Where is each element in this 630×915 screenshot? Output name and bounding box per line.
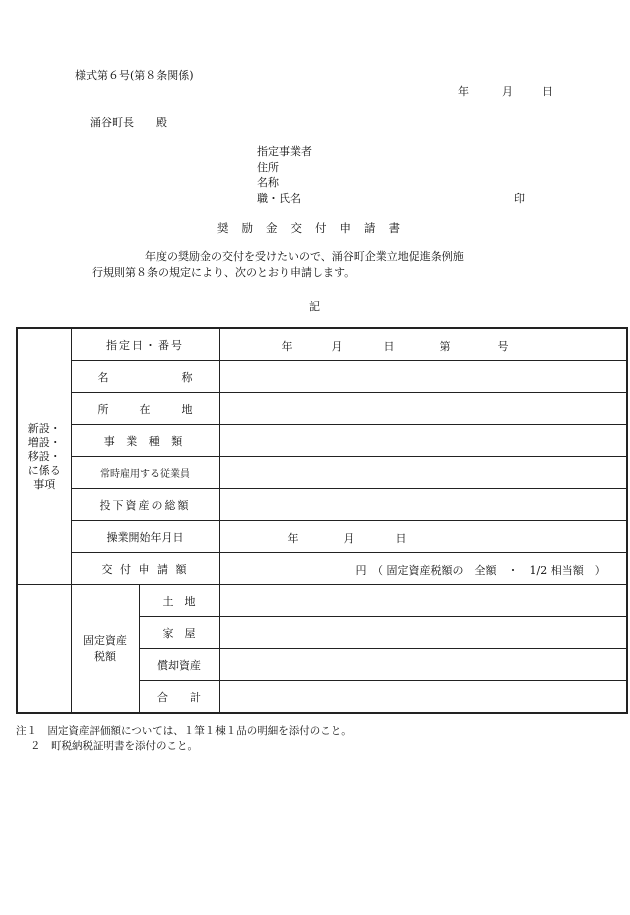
date-day-label: 日 xyxy=(542,85,553,98)
addressee: 涌谷町長 殿 xyxy=(90,116,167,129)
document-title: 奨励金交付申請書 xyxy=(217,221,413,235)
fixed-asset-spacer xyxy=(17,585,71,714)
body-line-2: 行規則第８条の規定により、次のとおり申請します。 xyxy=(92,266,356,279)
note-1: 注１ 固定資産評価額については、１筆１棟１品の明細を添付のこと。 xyxy=(16,725,352,737)
application-date xyxy=(458,83,553,99)
investment-label: 投下資産の総額 xyxy=(71,489,219,521)
applicant-block xyxy=(257,144,312,206)
applicant-address-label: 住所 xyxy=(257,160,279,174)
land-value-cell[interactable] xyxy=(219,585,627,617)
total-label: 合 計 xyxy=(139,681,219,714)
designation-value-cell[interactable]: 年 月 日 第 号 xyxy=(219,328,627,361)
body-text xyxy=(92,249,464,281)
location-label: 所 在 地 xyxy=(71,393,219,425)
location-value-cell[interactable] xyxy=(219,393,627,425)
form-number: 様式第６号(第８条関係) xyxy=(75,69,194,82)
fixed-asset-group-label: 固定資産 税額 xyxy=(71,585,139,714)
ki-heading: 記 xyxy=(309,300,320,313)
name-label: 名 称 xyxy=(71,361,219,393)
applicant-name-label: 名称 xyxy=(257,176,279,189)
body-line-1: 年度の奨励金の交付を受けたいので、涌谷町企業立地促進条例施 xyxy=(145,250,464,263)
designation-label: 指定日・番号 xyxy=(71,328,219,361)
seal-mark: 印 xyxy=(514,192,525,205)
name-value-cell[interactable] xyxy=(219,361,627,393)
land-label: 土 地 xyxy=(139,585,219,617)
group-label-cell: 新設・ 増設・ 移設・ に係る 事項 xyxy=(17,328,71,585)
notes xyxy=(16,724,352,754)
amount-label: 交 付 申 請 額 xyxy=(71,553,219,585)
applicant-role: 指定事業者 xyxy=(257,145,312,158)
house-value-cell[interactable] xyxy=(219,617,627,649)
employees-value-cell[interactable] xyxy=(219,457,627,489)
total-value-cell[interactable] xyxy=(219,681,627,714)
start-date-label: 操業開始年月日 xyxy=(71,521,219,553)
application-table xyxy=(16,327,628,714)
start-date-value-cell[interactable]: 年 月 日 xyxy=(219,521,627,553)
amount-value-cell[interactable]: 円 （ 固定資産税額の 全額 ・ 1/2 相当額 ） xyxy=(219,553,627,585)
depreciable-value-cell[interactable] xyxy=(219,649,627,681)
business-type-value-cell[interactable] xyxy=(219,425,627,457)
business-type-label: 事 業 種 類 xyxy=(71,425,219,457)
house-label: 家 屋 xyxy=(139,617,219,649)
employees-label: 常時雇用する従業員 xyxy=(71,457,219,489)
note-2: ２ 町税納税証明書を添付のこと。 xyxy=(30,740,198,752)
date-month-label: 月 xyxy=(502,85,513,98)
date-year-label: 年 xyxy=(458,85,469,98)
investment-value-cell[interactable] xyxy=(219,489,627,521)
applicant-title-name-label: 職・氏名 xyxy=(257,191,301,205)
depreciable-label: 償却資産 xyxy=(139,649,219,681)
